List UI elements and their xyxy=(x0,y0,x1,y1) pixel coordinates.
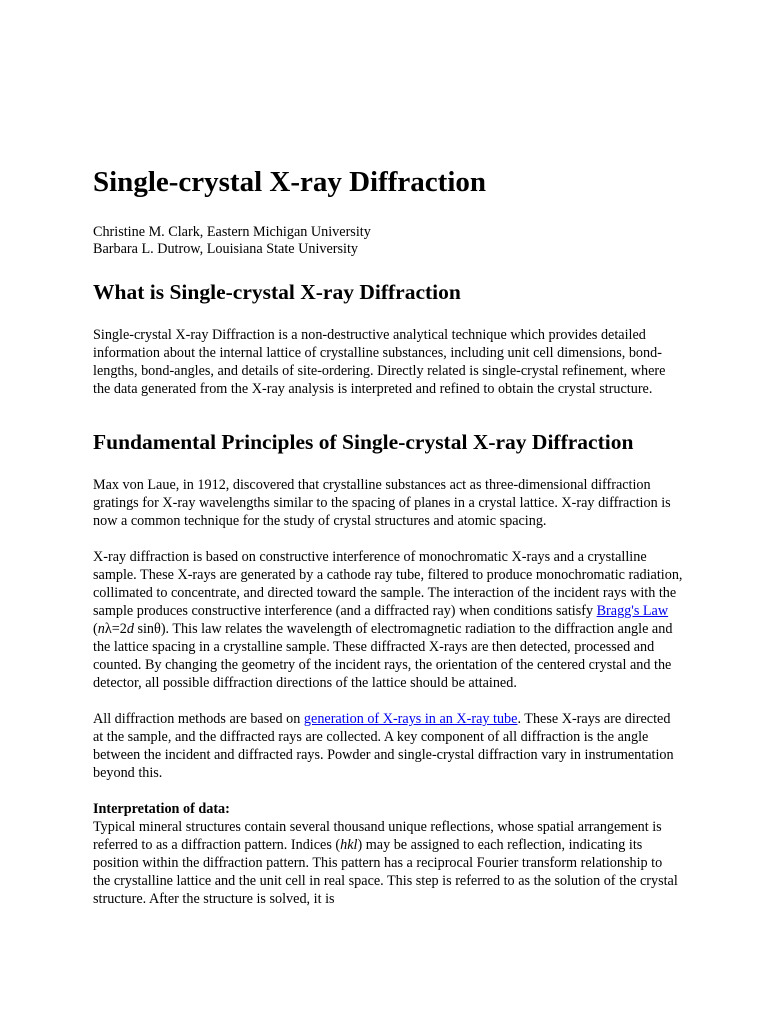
xray-tube-link[interactable]: generation of X-rays in an X-ray tube xyxy=(303,711,518,727)
section-paragraph: Max von Laue, in 1912, discovered that crystalline substances act as three-dimensional diffraction gratings for X-ray wavelengths similar to the spacing of planes in a crystal lattice. X-ray diffraction is now a common technique for the study of crystal structures and atomic spacing. xyxy=(93,477,671,529)
interpretation-label: Interpretation of data: xyxy=(93,801,230,817)
section-paragraph xyxy=(93,548,683,692)
section-paragraph xyxy=(93,800,683,908)
author-line: Barbara L. Dutrow, Louisiana State University xyxy=(93,241,359,257)
formula-n: n xyxy=(97,621,105,637)
section-paragraph xyxy=(93,710,683,782)
document-page xyxy=(93,162,683,908)
formula-lambda: λ=2 xyxy=(104,621,127,637)
section-heading-fundamental-principles: Fundamental Principles of Single-crystal X-ray Diffraction xyxy=(93,430,634,454)
page-title: Single-crystal X-ray Diffraction xyxy=(93,166,487,198)
hkl-indices: hkl xyxy=(340,837,358,853)
braggs-law-link[interactable]: Bragg's Law xyxy=(596,603,669,619)
section-heading-what-is: What is Single-crystal X-ray Diffraction xyxy=(93,280,461,304)
paragraph-text: X-ray diffraction is based on constructive interference of monochromatic X-rays and a crystalline sample. These X-rays are generated by a cathode ray tube, filtered to produce monochromatic radiation, collimated to concentrate, and directed toward the sample. The interaction of the incident rays with the sample produces constructive interference (and a diffracted ray) when conditions satisfy xyxy=(93,549,683,619)
paragraph-text: All diffraction methods are based on xyxy=(93,711,304,727)
formula-sin: sinθ xyxy=(133,621,161,637)
formula-d: d xyxy=(126,621,134,637)
formula-open: ( xyxy=(93,621,98,637)
paragraph-text: ) may be assigned to each reflection, indicating its position within the diffraction pattern. This pattern has a reciprocal Fourier transform relationship to the crystalline lattice and the unit cell in real space. This step is referred to as the solution of the crystal structure. After the structure is solved, it is xyxy=(93,837,678,907)
section-paragraph: Single-crystal X-ray Diffraction is a non-destructive analytical technique which provides detailed information about the internal lattice of crystalline substances, including unit cell dimensions, bond-lengths, bond-angles, and details of site-ordering. Directly related is single-crystal refinement, where the data generated from the X-ray analysis is interpreted and refined to obtain the crystal structure. xyxy=(93,327,666,397)
author-line: Christine M. Clark, Eastern Michigan University xyxy=(93,224,371,240)
paragraph-text: ). This law relates the wavelength of electromagnetic radiation to the diffraction angle and the lattice spacing in a crystalline sample. These diffracted X-rays are then detected, processed and counted. By changing the geometry of the incident rays, the orientation of the centered crystal and the detector, all possible diffraction directions of the lattice should be attained. xyxy=(93,621,673,691)
author-list xyxy=(93,224,683,258)
paragraph-text: Typical mineral structures contain several thousand unique reflections, whose spatial arrangement is referred to as a diffraction pattern. Indices ( xyxy=(93,819,662,853)
paragraph-text: . These X-rays are directed at the sample, and the diffracted rays are collected. A key component of all diffraction is the angle between the incident and diffracted rays. Powder and single-crystal diffraction vary in instrumentation beyond this. xyxy=(93,711,674,781)
